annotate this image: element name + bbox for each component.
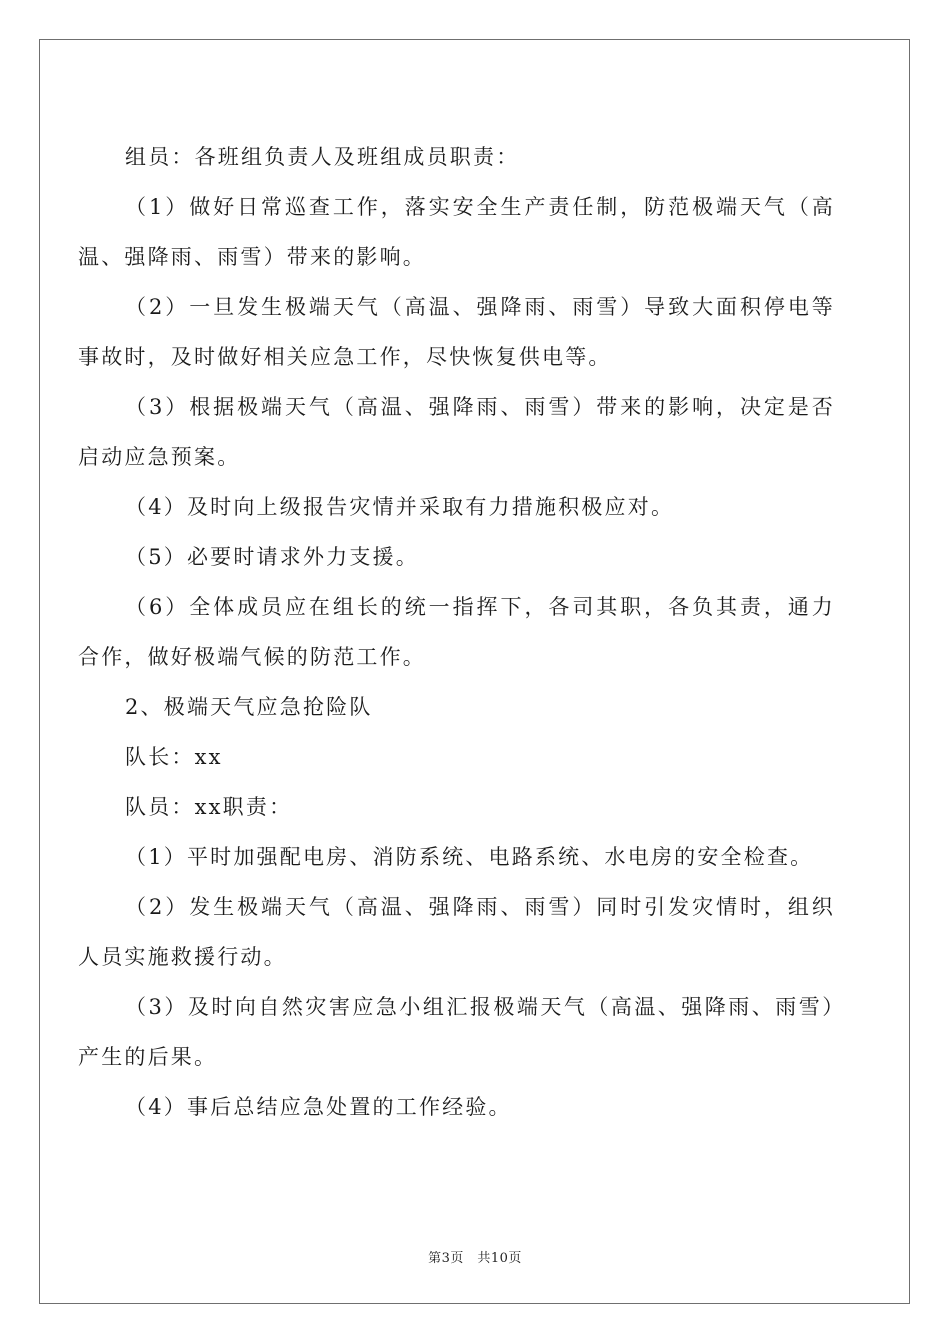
- document-body: [78, 132, 835, 1132]
- paragraph-team-members: 队员：xx职责：: [125, 795, 293, 819]
- paragraph-team-item-2: （2）发生极端天气（高温、强降雨、雨雪）同时引发灾情时，组织人员实施救援行动。: [78, 895, 835, 969]
- paragraph-item-6: （6）全体成员应在组长的统一指挥下，各司其职，各负其责，通力合作，做好极端气候的防范工作。: [78, 595, 835, 669]
- paragraph-item-2: （2）一旦发生极端天气（高温、强降雨、雨雪）导致大面积停电等事故时，及时做好相关应急工作，尽快恢复供电等。: [78, 295, 835, 369]
- paragraph-item-1: （1）做好日常巡查工作，落实安全生产责任制，防范极端天气（高温、强降雨、雨雪）带来的影响。: [78, 195, 835, 269]
- paragraph-team-item-4: （4）事后总结应急处置的工作经验。: [125, 1095, 512, 1119]
- paragraph-team-item-1: （1）平时加强配电房、消防系统、电路系统、水电房的安全检查。: [125, 845, 814, 869]
- paragraph-members-duties: 组员：各班组负责人及班组成员职责：: [125, 145, 520, 169]
- paragraph-team-item-3: （3）及时向自然灾害应急小组汇报极端天气（高温、强降雨、雨雪）产生的后果。: [78, 995, 835, 1069]
- page-number-footer: 第3页 共10页: [428, 1251, 522, 1266]
- paragraph-item-3: （3）根据极端天气（高温、强降雨、雨雪）带来的影响，决定是否启动应急预案。: [78, 395, 835, 469]
- paragraph-item-5: （5）必要时请求外力支援。: [125, 545, 419, 569]
- paragraph-team-leader: 队长：xx: [125, 745, 223, 769]
- paragraph-item-4: （4）及时向上级报告灾情并采取有力措施积极应对。: [125, 495, 675, 519]
- section-heading-rescue-team: 2、极端天气应急抢险队: [125, 695, 373, 719]
